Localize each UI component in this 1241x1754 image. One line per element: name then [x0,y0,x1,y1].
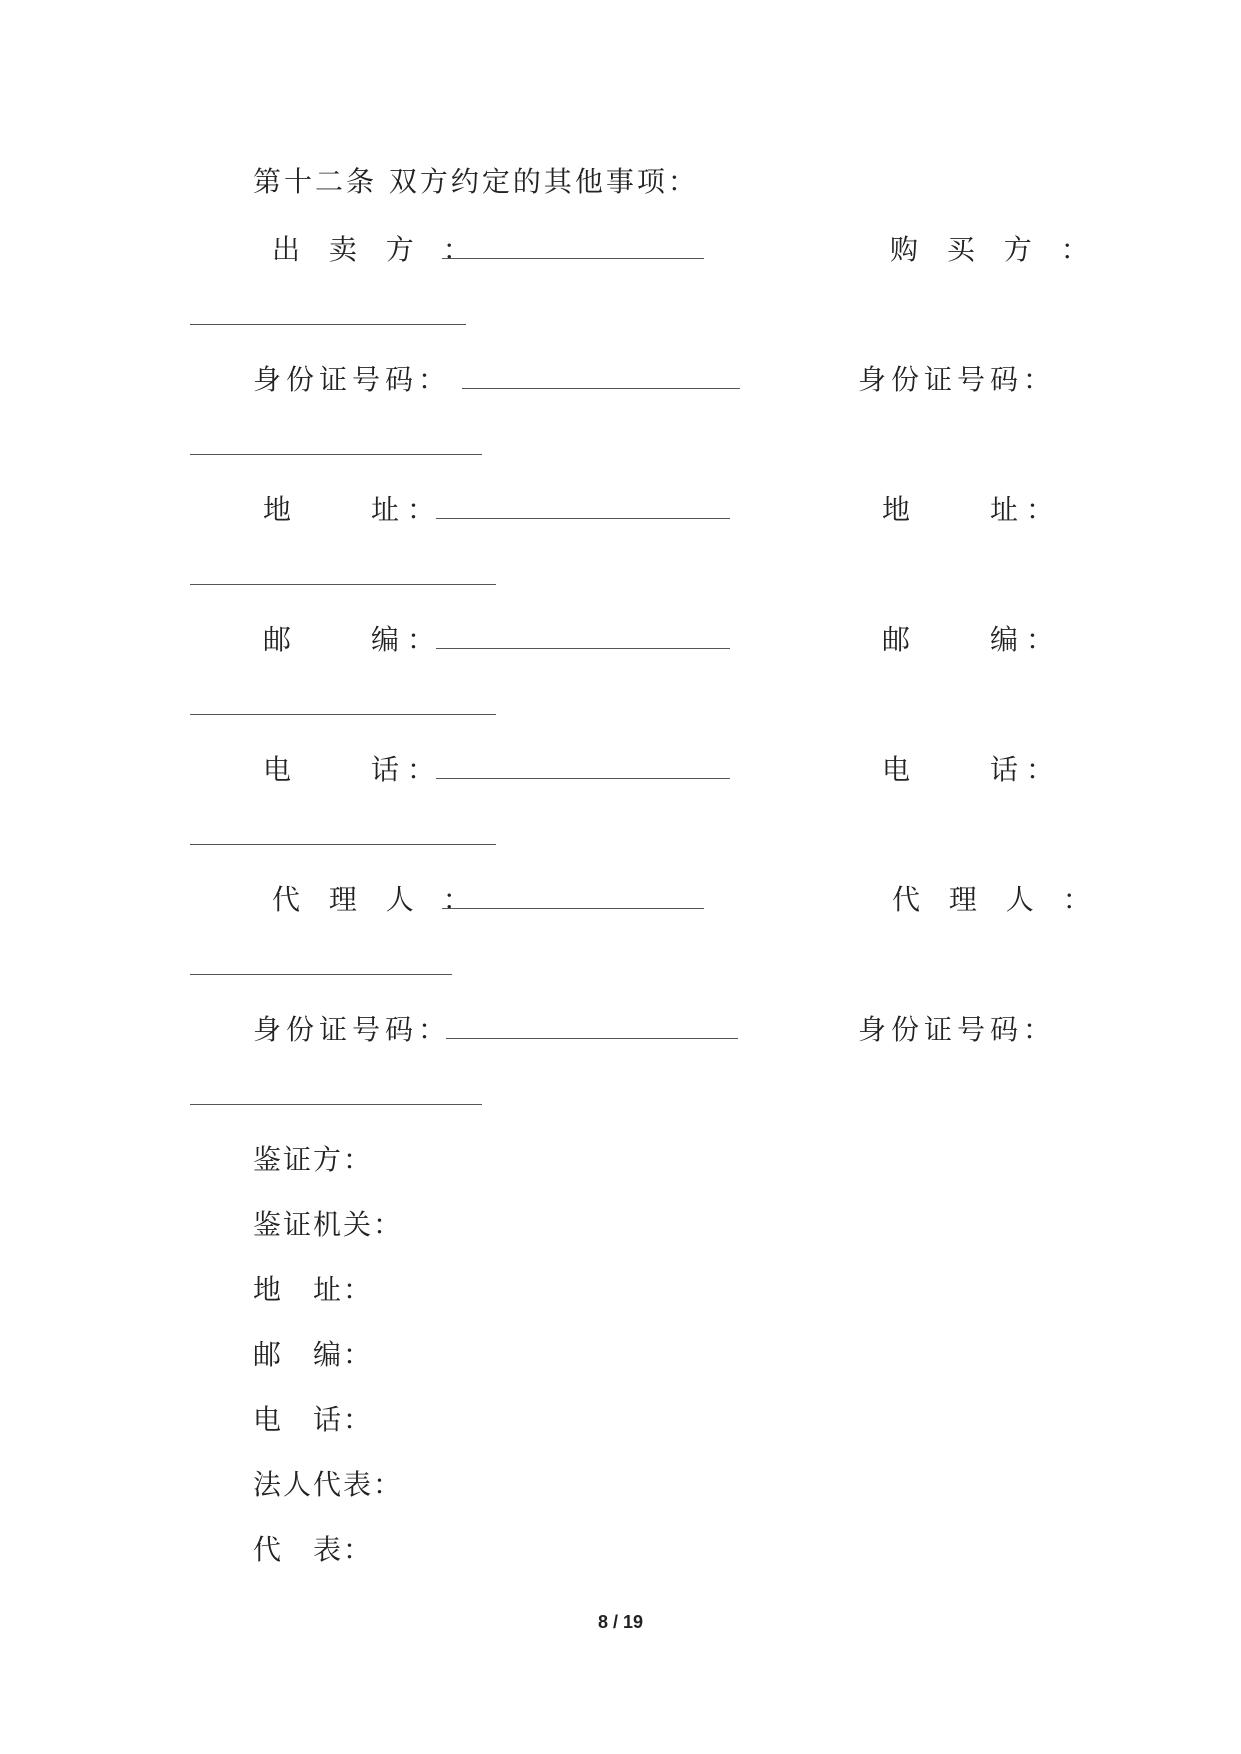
buyer-address-blank[interactable] [190,584,496,585]
section-heading: 第十二条 双方约定的其他事项： [253,165,699,198]
seller-agent-id-blank[interactable] [446,1038,738,1039]
buyer-id-label: 身份证号码： [858,363,1057,396]
auth-postcode-label: 邮 编： [253,1338,374,1371]
buyer-agent-id-blank[interactable] [190,1104,482,1105]
seller-id-blank[interactable] [462,388,740,389]
seller-id-label: 身份证号码： [253,363,452,396]
seller-agent-label: 代 理 人 ： [272,883,481,916]
seller-address-label: 地 址： [263,493,444,526]
buyer-agent-blank[interactable] [190,974,452,975]
buyer-agent-label: 代 理 人 ： [892,883,1101,916]
auth-phone-label: 电 话： [253,1403,374,1436]
buyer-postcode-label: 邮 编： [882,623,1063,656]
buyer-address-label: 地 址： [882,493,1063,526]
buyer-blank[interactable] [190,324,466,325]
auth-address-label: 地 址： [253,1273,374,1306]
seller-blank[interactable] [442,258,704,259]
page-number: 8 / 19 [597,1612,644,1632]
auth-legal-rep-label: 法人代表： [253,1468,404,1501]
seller-phone-label: 电 话： [263,753,444,786]
auth-representative-label: 代 表： [253,1533,374,1566]
buyer-id-blank[interactable] [190,454,482,455]
seller-postcode-label: 邮 编： [263,623,444,656]
seller-agent-id-label: 身份证号码： [253,1013,452,1046]
buyer-agent-id-label: 身份证号码： [858,1013,1057,1046]
auth-authority-label: 鉴证机关： [253,1208,404,1241]
buyer-phone-label: 电 话： [882,753,1063,786]
seller-label: 出 卖 方 ： [272,233,481,266]
seller-address-blank[interactable] [436,518,730,519]
seller-phone-blank[interactable] [436,778,730,779]
seller-agent-blank[interactable] [442,908,704,909]
buyer-postcode-blank[interactable] [190,714,496,715]
seller-postcode-blank[interactable] [436,648,730,649]
buyer-phone-blank[interactable] [190,844,496,845]
buyer-label: 购 买 方 ： [890,233,1099,266]
auth-party-label: 鉴证方： [253,1143,374,1176]
